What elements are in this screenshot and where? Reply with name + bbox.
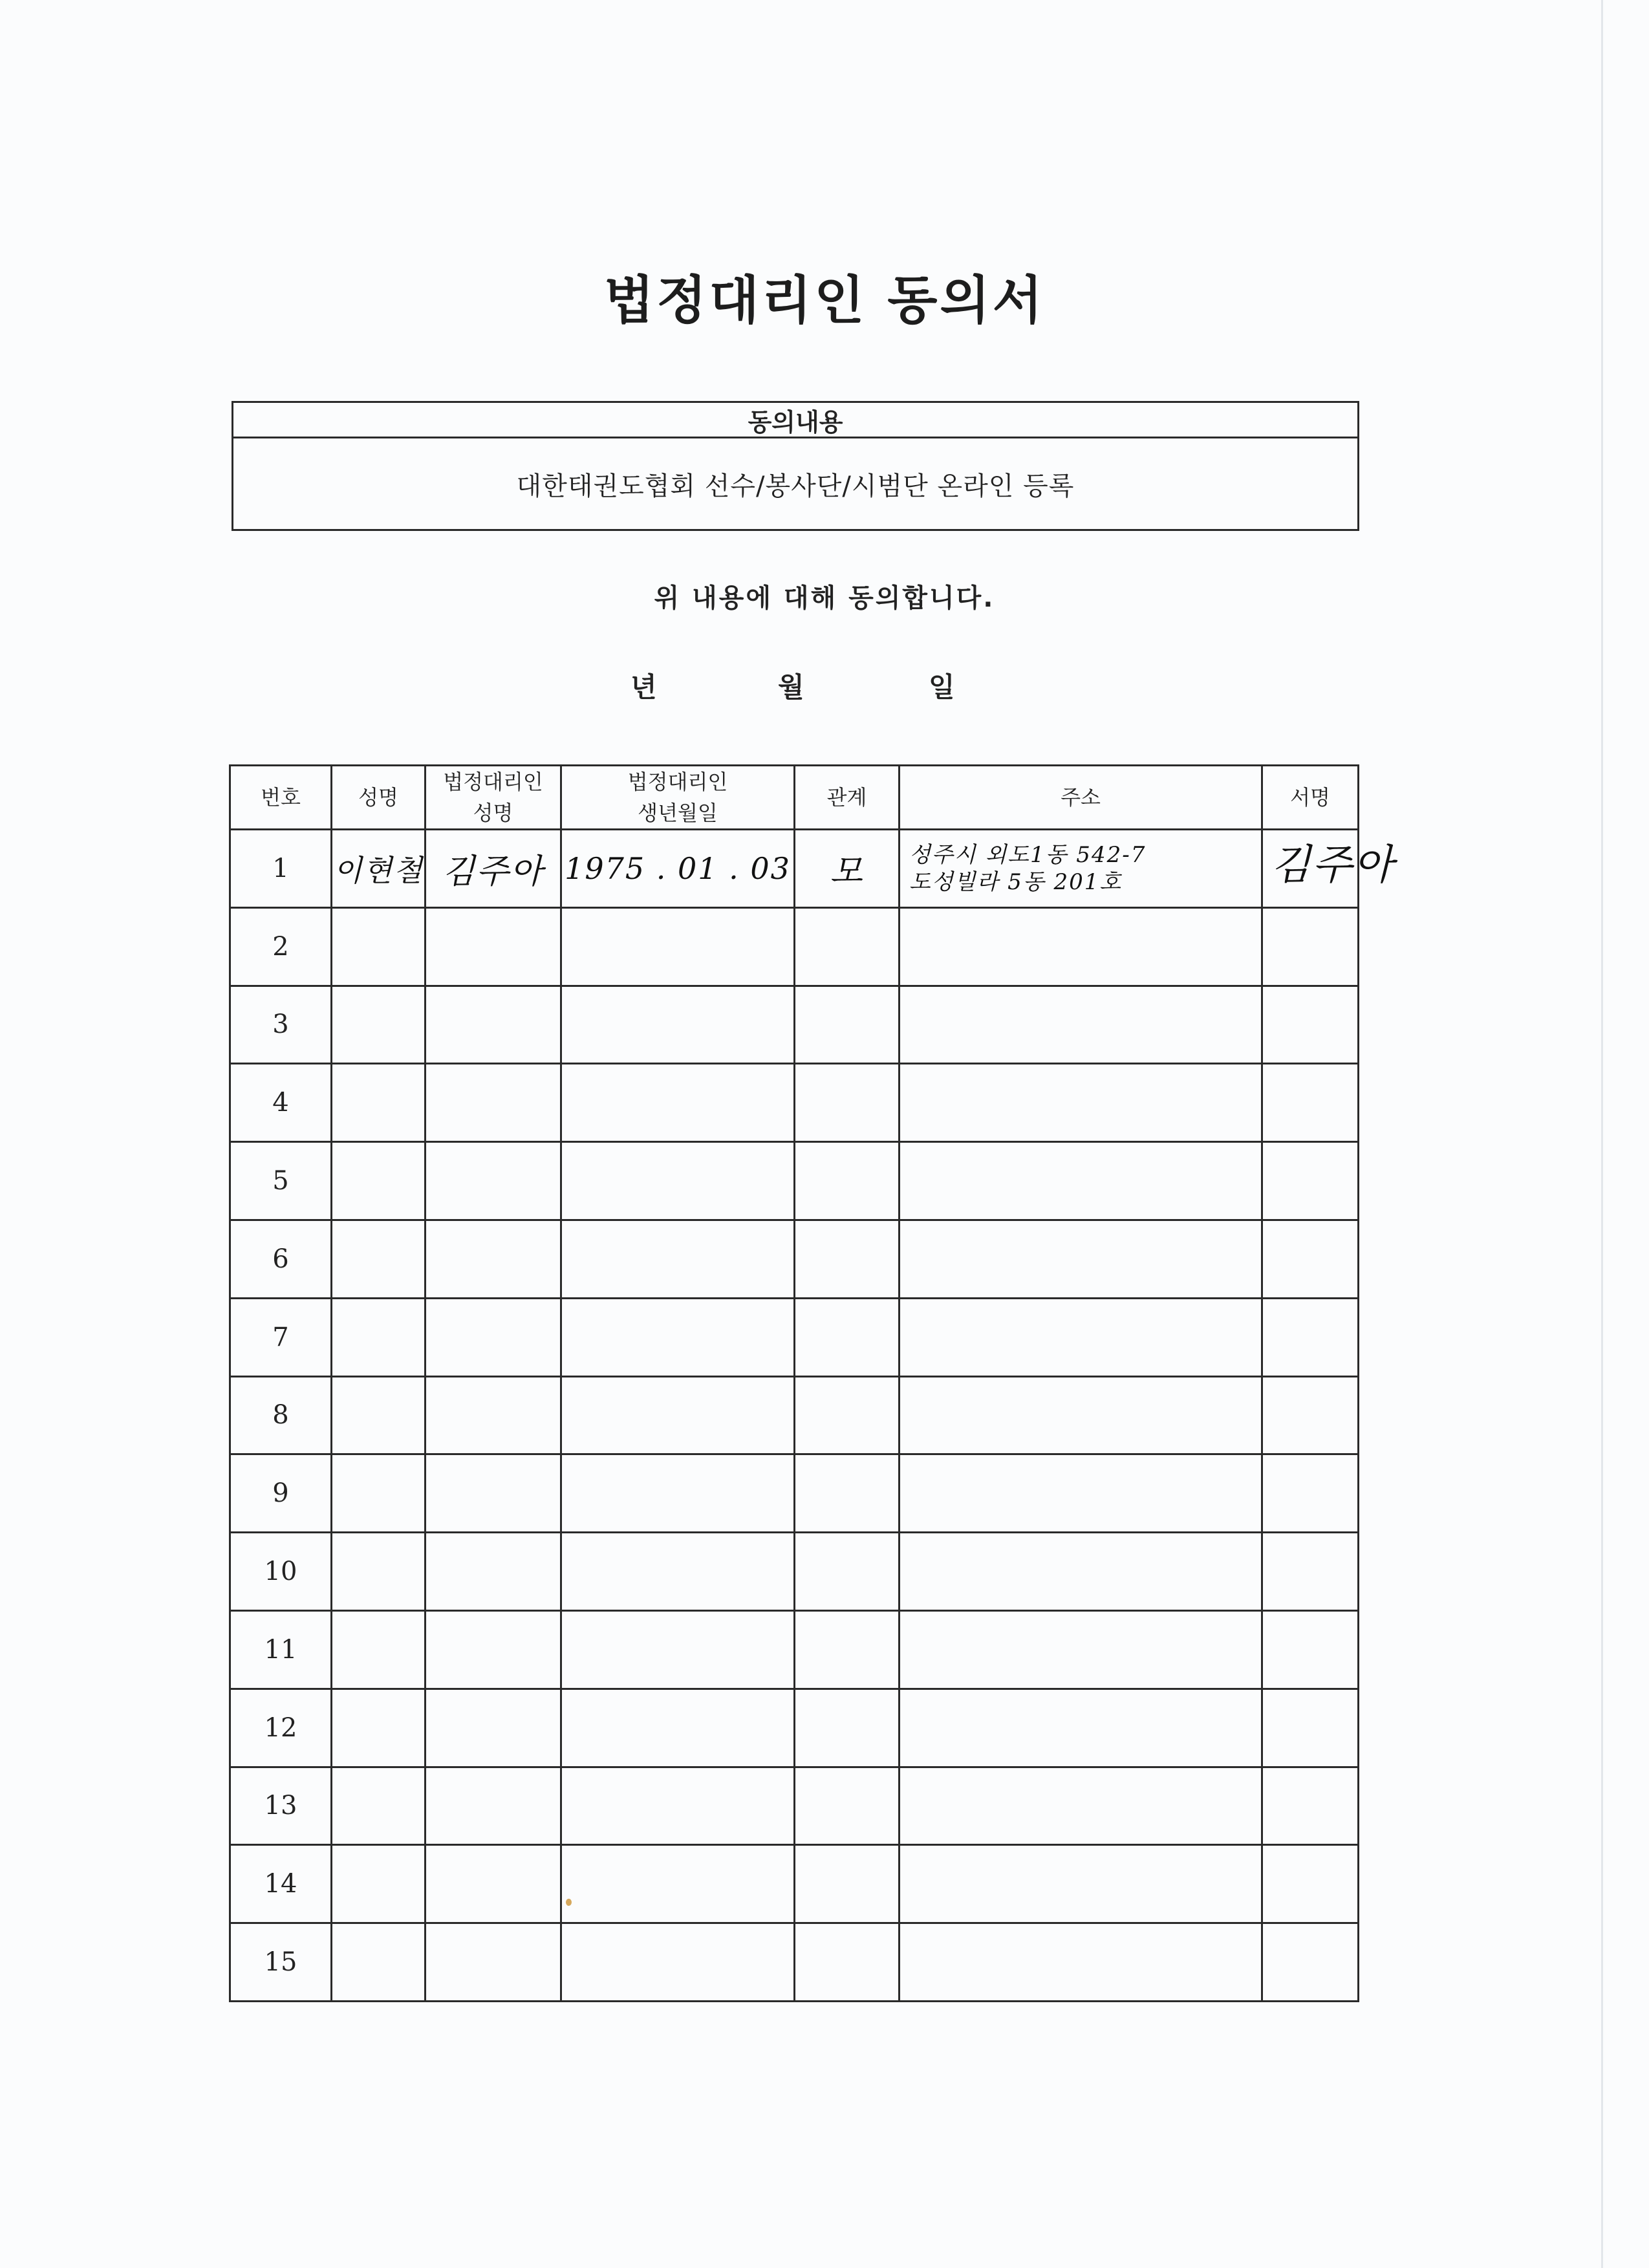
row-relation[interactable] [795,1298,900,1376]
handwritten-address-line2: 도성빌라 5동 201호 [909,869,1123,895]
row-address[interactable] [900,907,1262,986]
row-address[interactable] [900,1298,1262,1376]
header-address: 주소 [900,766,1262,830]
row-guardian-name[interactable] [426,907,561,986]
row-relation[interactable] [795,1064,900,1142]
table-row [230,1454,1359,1533]
row-guardian-birth[interactable] [561,1923,795,2002]
handwritten-relation: 모 [830,852,864,892]
row-number: 3 [230,986,332,1064]
header-relation: 관계 [795,766,900,830]
row-guardian-birth[interactable] [561,1142,795,1220]
row-number: 6 [230,1220,332,1298]
row-address[interactable] [900,1610,1262,1689]
row-address[interactable] [900,1454,1262,1533]
row-name[interactable] [332,907,426,986]
row-signature[interactable] [1262,1533,1359,1611]
row-number: 1 [230,830,332,908]
row-signature[interactable] [1262,830,1395,908]
table-row [230,1298,1359,1376]
table-row [230,1689,1359,1767]
row-name[interactable] [332,1142,426,1220]
row-name[interactable] [332,1454,426,1533]
row-guardian-name[interactable] [426,1454,561,1533]
scan-speck [566,1899,572,1906]
handwritten-name: 이현철 [333,852,424,888]
row-address[interactable] [900,830,1262,908]
row-number: 12 [230,1689,332,1767]
row-name[interactable] [332,1767,426,1845]
row-name[interactable] [332,1533,426,1611]
agreement-statement: 위 내용에 대해 동의합니다. [654,583,995,613]
scan-edge [1601,0,1603,2268]
row-guardian-birth[interactable] [561,1533,795,1611]
row-guardian-birth[interactable] [561,907,795,986]
row-guardian-birth[interactable] [561,1767,795,1845]
table-header-row [230,766,1359,830]
row-signature[interactable] [1262,907,1359,986]
table-row [230,1064,1359,1142]
row-name[interactable] [332,830,426,908]
consent-body: 대한태권도협회 선수/봉사단/시범단 온라인 등록 [516,471,1075,501]
row-number: 15 [230,1923,332,2002]
row-guardian-name[interactable] [426,830,561,908]
consent-box [232,401,1359,531]
row-signature[interactable] [1262,1064,1359,1142]
row-number: 11 [230,1610,332,1689]
row-signature[interactable] [1262,1220,1359,1298]
row-guardian-name[interactable] [426,1220,561,1298]
handwritten-guardian-name: 김주아 [442,852,544,892]
row-name[interactable] [332,1610,426,1689]
table-row [230,1220,1359,1298]
row-name[interactable] [332,1220,426,1298]
row-name[interactable] [332,986,426,1064]
document-title: 법정대리인 동의서 [603,270,1046,330]
row-name[interactable] [332,1064,426,1142]
row-relation[interactable] [795,1376,900,1454]
table-row [230,1845,1359,1923]
row-guardian-name[interactable] [426,1298,561,1376]
row-relation[interactable] [795,1767,900,1845]
row-guardian-birth[interactable] [561,1376,795,1454]
table-row [230,1376,1359,1454]
row-name[interactable] [332,1689,426,1767]
header-no: 번호 [230,766,332,830]
row-address[interactable] [900,1533,1262,1611]
row-relation[interactable] [795,1454,900,1533]
row-guardian-birth[interactable] [561,1689,795,1767]
row-signature[interactable] [1262,1923,1359,2002]
row-address[interactable] [900,986,1262,1064]
row-address[interactable] [900,1220,1262,1298]
row-relation[interactable] [795,1220,900,1298]
row-number: 7 [230,1298,332,1376]
table-row [230,1142,1359,1220]
handwritten-signature: 김주아 [1271,841,1395,889]
date-year-label: 년 [630,671,657,703]
handwritten-guardian-birth: 1975 . 01 . 03 [565,850,791,886]
row-guardian-birth[interactable] [561,986,795,1064]
row-relation[interactable] [795,986,900,1064]
header-guardian-name [426,766,561,830]
header-guardian-birth [561,766,795,830]
table-row [230,907,1359,986]
row-number: 8 [230,1376,332,1454]
row-guardian-birth[interactable] [561,1220,795,1298]
row-address[interactable] [900,1689,1262,1767]
row-number: 2 [230,907,332,986]
row-guardian-name[interactable] [426,1064,561,1142]
header-guardian-name-line2: 성명 [473,801,513,825]
header-guardian-birth-line2: 생년월일 [638,801,718,825]
row-relation[interactable] [795,1610,900,1689]
row-signature[interactable] [1262,1142,1359,1220]
row-guardian-birth[interactable] [561,1610,795,1689]
header-signature: 서명 [1262,766,1359,830]
row-guardian-birth[interactable] [561,830,795,908]
row-signature[interactable] [1262,1376,1359,1454]
row-guardian-birth[interactable] [561,1454,795,1533]
row-relation[interactable] [795,1923,900,2002]
row-guardian-birth[interactable] [561,1064,795,1142]
table-row [230,1923,1359,2002]
row-relation[interactable] [795,1689,900,1767]
row-signature[interactable] [1262,986,1359,1064]
table-row [230,1533,1359,1611]
row-name[interactable] [332,1376,426,1454]
row-guardian-name[interactable] [426,1689,561,1767]
date-day-label: 일 [929,671,955,703]
row-number: 9 [230,1454,332,1533]
row-address[interactable] [900,1064,1262,1142]
row-guardian-birth[interactable] [561,1845,795,1923]
row-guardian-name[interactable] [426,1533,561,1611]
row-number: 4 [230,1064,332,1142]
row-guardian-name[interactable] [426,1923,561,2002]
table-row [230,1767,1359,1845]
row-guardian-name[interactable] [426,1767,561,1845]
row-name[interactable] [332,1923,426,2002]
row-signature[interactable] [1262,1767,1359,1845]
row-guardian-name[interactable] [426,1845,561,1923]
row-guardian-birth[interactable] [561,1298,795,1376]
row-signature[interactable] [1262,1298,1359,1376]
row-address[interactable] [900,1376,1262,1454]
row-number: 10 [230,1533,332,1611]
row-guardian-name[interactable] [426,1610,561,1689]
row-relation[interactable] [795,1845,900,1923]
consent-header: 동의내용 [233,403,1357,438]
table-row [230,830,1359,908]
row-relation[interactable] [795,907,900,986]
header-guardian-birth-line1: 법정대리인 [627,770,728,794]
row-relation[interactable] [795,1142,900,1220]
row-number: 14 [230,1845,332,1923]
row-address[interactable] [900,1767,1262,1845]
row-name[interactable] [332,1845,426,1923]
table-row [230,986,1359,1064]
row-relation[interactable] [795,830,900,908]
row-signature[interactable] [1262,1454,1359,1533]
date-month-label: 월 [778,671,804,703]
row-guardian-name[interactable] [426,986,561,1064]
header-guardian-name-line1: 법정대리인 [443,770,543,794]
registration-table [229,764,1395,2002]
row-signature[interactable] [1262,1689,1359,1767]
handwritten-address-line1: 성주시 외도1동 542-7 [909,841,1147,868]
row-address[interactable] [900,1923,1262,2002]
row-number: 5 [230,1142,332,1220]
row-signature[interactable] [1262,1845,1359,1923]
table-row [230,1610,1359,1689]
row-relation[interactable] [795,1533,900,1611]
row-signature[interactable] [1262,1610,1359,1689]
row-name[interactable] [332,1298,426,1376]
row-address[interactable] [900,1845,1262,1923]
row-guardian-name[interactable] [426,1142,561,1220]
header-name: 성명 [332,766,426,830]
row-guardian-name[interactable] [426,1376,561,1454]
row-address[interactable] [900,1142,1262,1220]
row-number: 13 [230,1767,332,1845]
